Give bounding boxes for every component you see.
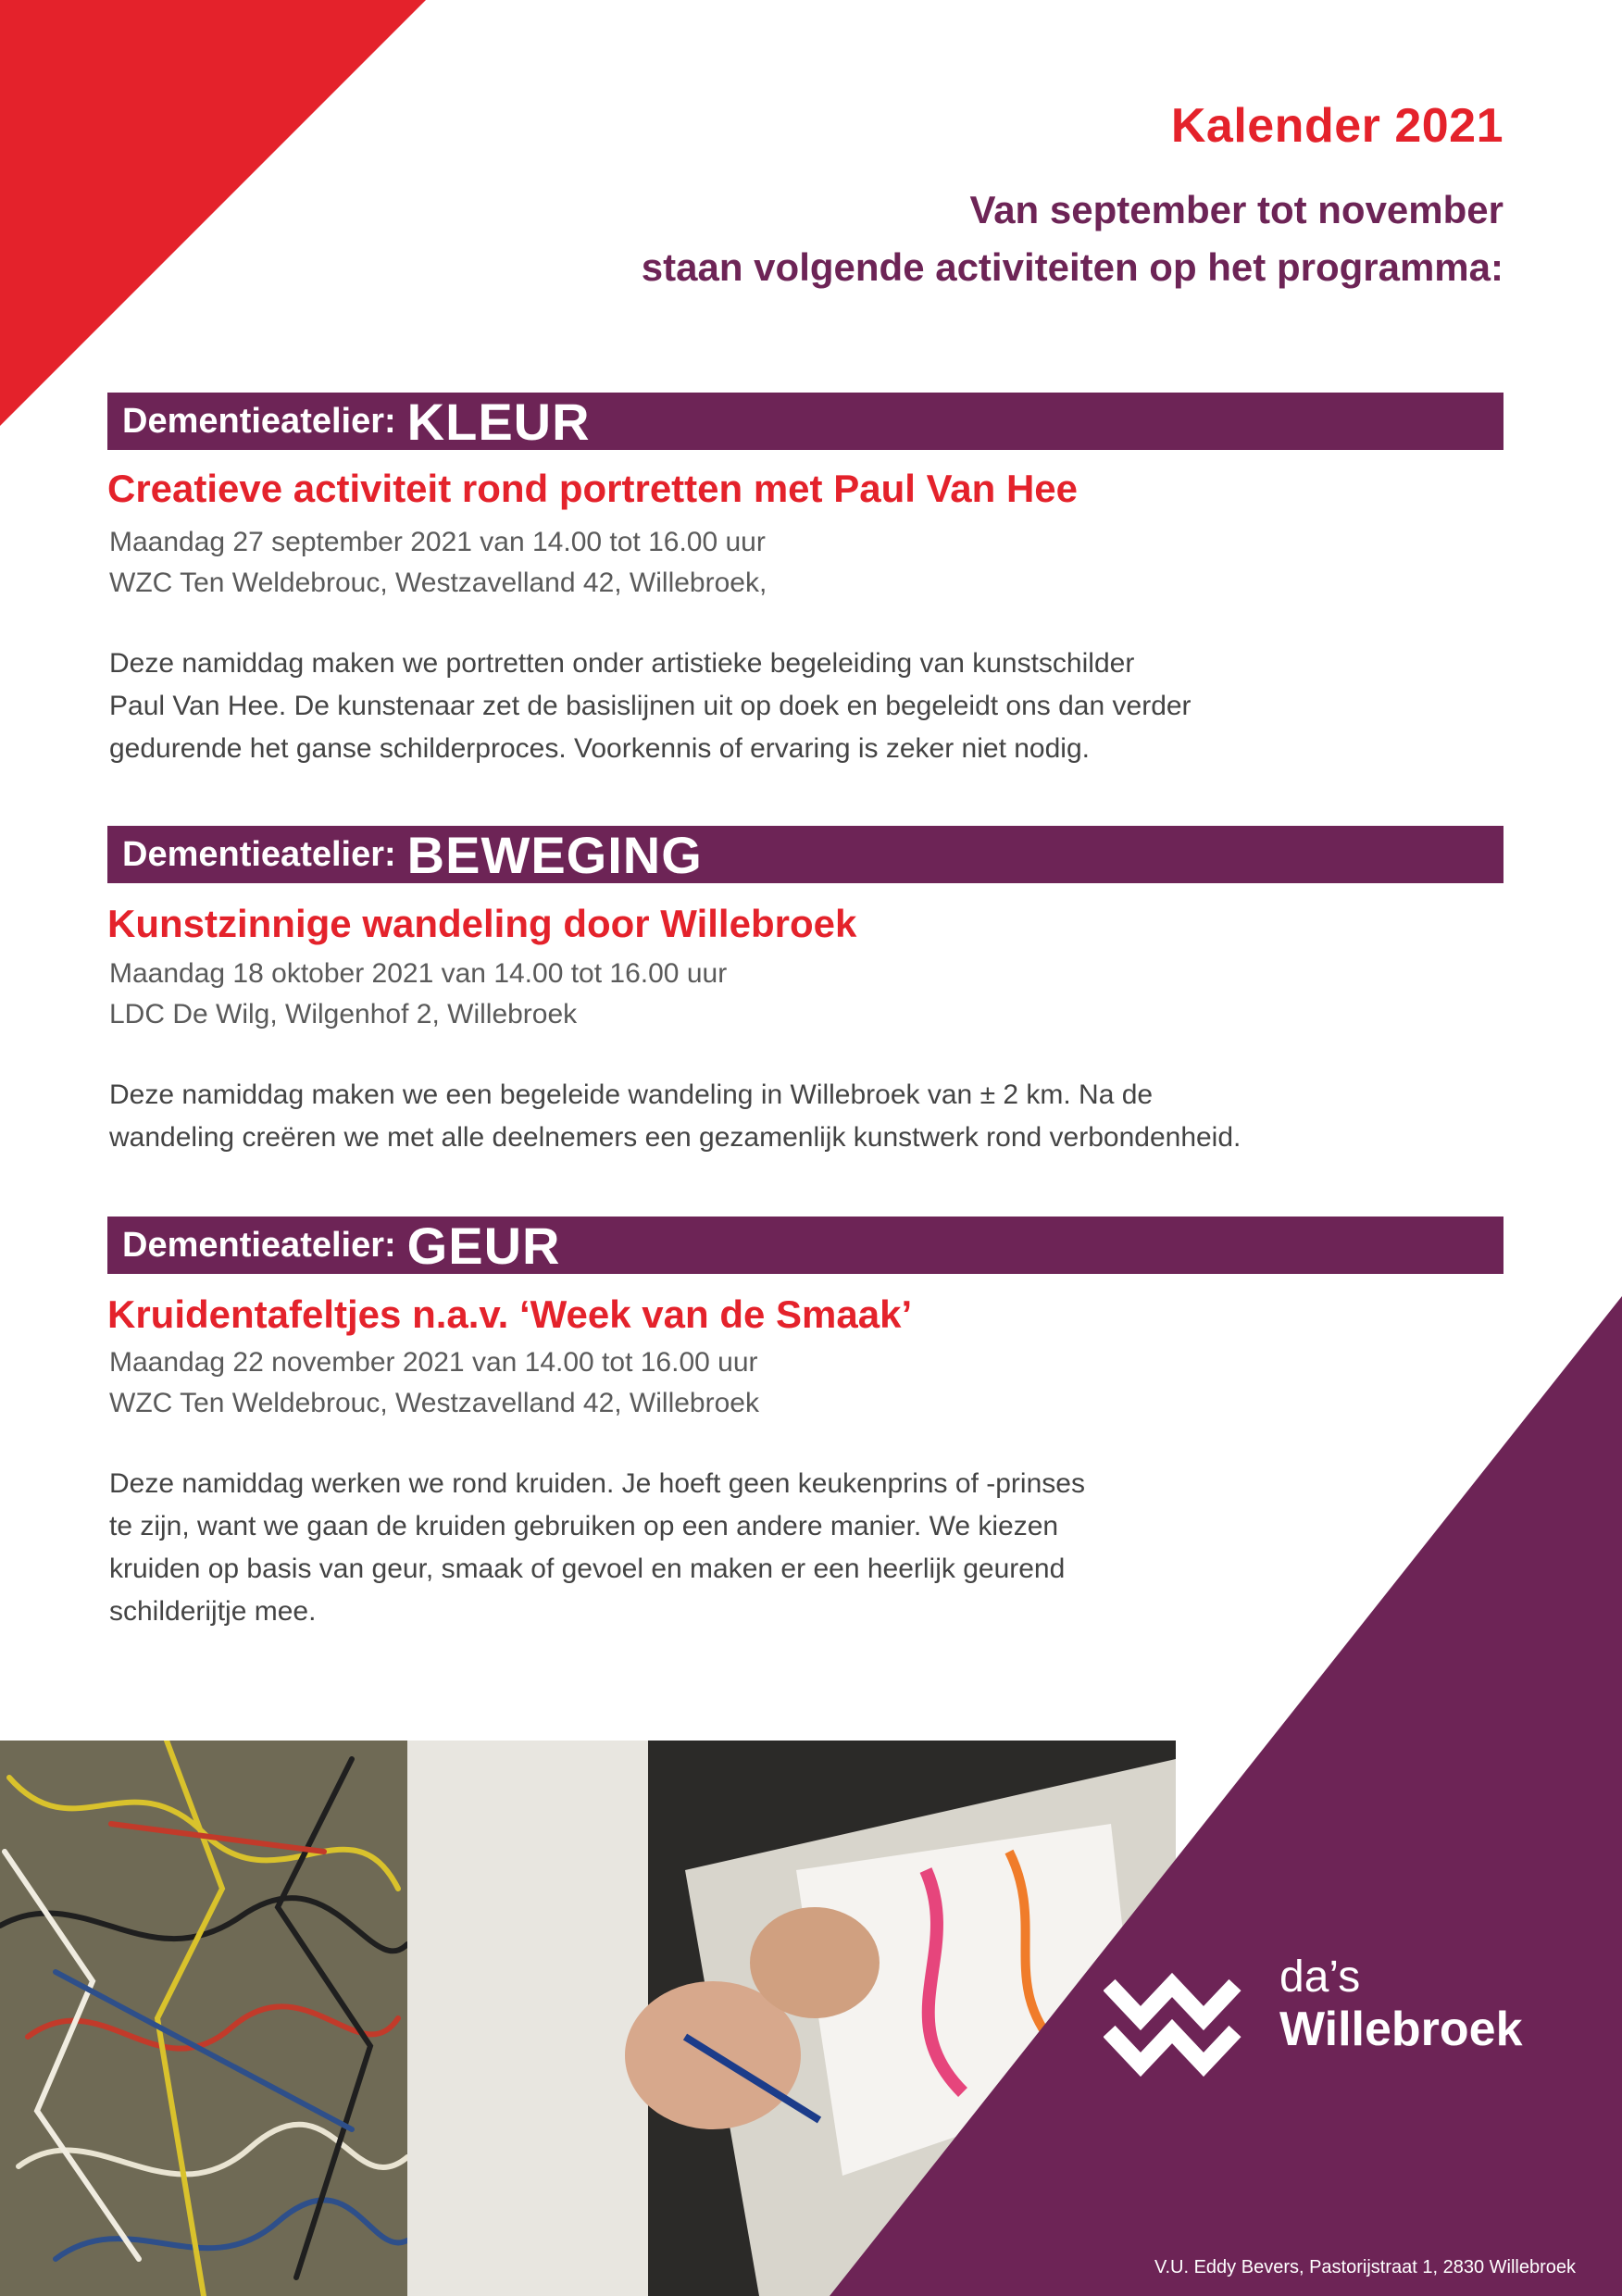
logo-text-das: da’s xyxy=(1279,1953,1361,2002)
description-line: schilderijtje mee. xyxy=(109,1596,317,1627)
activity-details xyxy=(109,522,767,604)
activity-date: Maandag 27 september 2021 van 14.00 tot 16.00 uur xyxy=(109,527,766,557)
logo-text-willebroek: Willebroek xyxy=(1279,2003,1523,2056)
section-bar-kleur xyxy=(107,393,1503,450)
publisher-footer: V.U. Eddy Bevers, Pastorijstraat 1, 2830 Willebroek xyxy=(1154,2257,1576,2277)
red-corner-triangle xyxy=(0,0,426,426)
section-theme: KLEUR xyxy=(406,392,591,451)
activity-description xyxy=(109,1463,1387,1633)
activity-date: Maandag 18 oktober 2021 van 14.00 tot 16.00 uur xyxy=(109,958,728,989)
intro-line-2: staan volgende activiteiten op het programma: xyxy=(641,245,1503,289)
section-prefix: Dementieatelier: xyxy=(122,834,396,874)
activity-title: Kruidentafeltjes n.a.v. ‘Week van de Smaak’ xyxy=(107,1292,913,1336)
description-line: wandeling creëren we met alle deelnemers een gezamenlijk kunstwerk rond verbondenheid. xyxy=(109,1122,1241,1153)
description-line: Deze namiddag maken we een begeleide wandeling in Willebroek van ± 2 km. Na de xyxy=(109,1079,1154,1110)
section-prefix: Dementieatelier: xyxy=(122,401,396,441)
description-line: gedurende het ganse schilderproces. Voorkennis of ervaring is zeker niet nodig. xyxy=(109,733,1090,764)
description-line: Deze namiddag maken we portretten onder artistieke begeleiding van kunstschilder xyxy=(109,648,1135,679)
activity-location: WZC Ten Weldebrouc, Westzavelland 42, Willebroek, xyxy=(109,568,767,598)
activity-description xyxy=(109,643,1461,770)
activity-location: LDC De Wilg, Wilgenhof 2, Willebroek xyxy=(109,999,578,1029)
section-bar-beweging xyxy=(107,826,1503,883)
section-prefix: Dementieatelier: xyxy=(122,1225,396,1265)
activity-details xyxy=(109,954,727,1035)
intro-line-1: Van september tot november xyxy=(969,188,1503,231)
activity-date: Maandag 22 november 2021 van 14.00 tot 16.00 uur xyxy=(109,1347,758,1378)
activity-location: WZC Ten Weldebrouc, Westzavelland 42, Willebroek xyxy=(109,1388,759,1418)
section-theme: GEUR xyxy=(406,1216,561,1275)
activity-details xyxy=(109,1342,759,1424)
activity-title: Kunstzinnige wandeling door Willebroek xyxy=(107,902,857,945)
abstract-painting-image xyxy=(0,1741,407,2296)
activity-description xyxy=(109,1074,1461,1159)
section-theme: BEWEGING xyxy=(406,825,703,884)
intro-text xyxy=(642,181,1503,296)
willebroek-logo-icon xyxy=(1104,1966,1261,2087)
description-line: Paul Van Hee. De kunstenaar zet de basislijnen uit op doek en begeleidt ons dan verder xyxy=(109,691,1192,721)
description-line: Deze namiddag werken we rond kruiden. Je hoeft geen keukenprins of -prinses xyxy=(109,1468,1085,1499)
page-title: Kalender 2021 xyxy=(1170,99,1503,153)
description-line: te zijn, want we gaan de kruiden gebruiken op een andere manier. We kiezen xyxy=(109,1511,1059,1541)
section-bar-geur xyxy=(107,1217,1503,1274)
description-line: kruiden op basis van geur, smaak of gevoel en maken er een heerlijk geurend xyxy=(109,1554,1066,1584)
activity-title: Creatieve activiteit rond portretten met Paul Van Hee xyxy=(107,467,1078,510)
